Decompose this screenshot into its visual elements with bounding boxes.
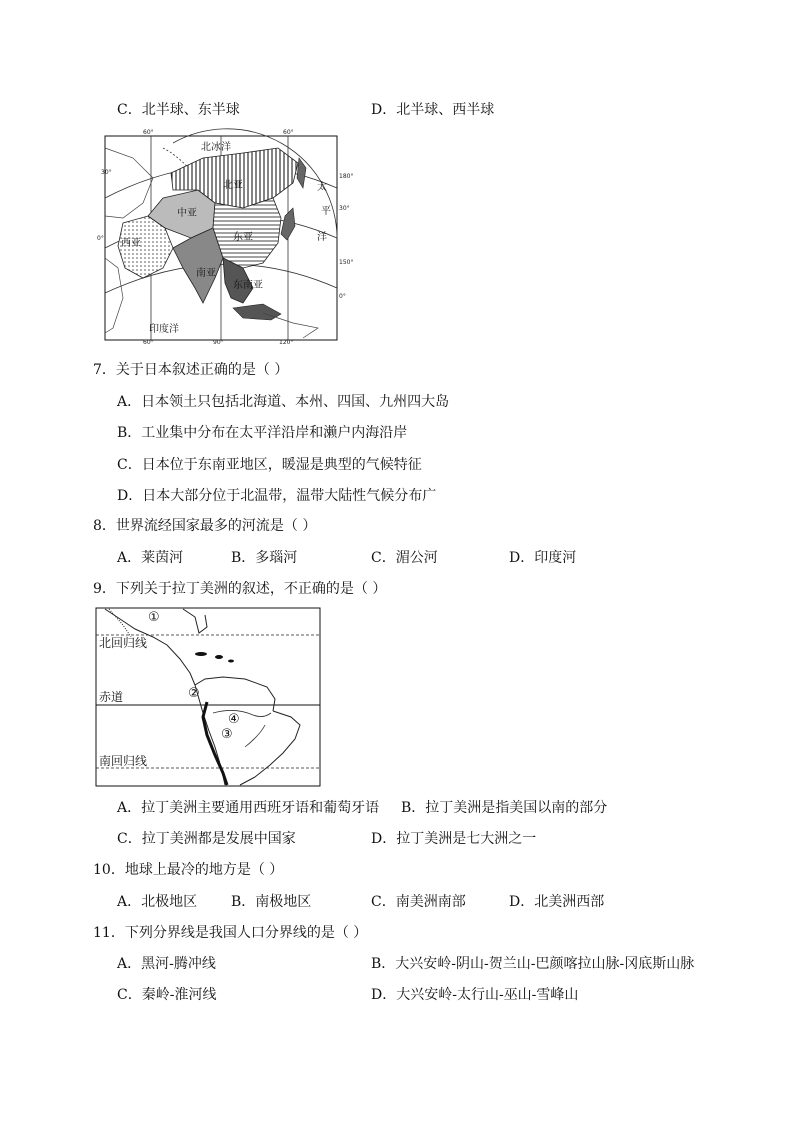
q10-option-a: A．北极地区 <box>117 894 198 910</box>
q10-stem: 10．地球上最冷的地方是（ ） <box>93 862 284 878</box>
q10-option-d: D．北美洲西部 <box>509 894 605 910</box>
tick-bottom-60: 60° <box>143 339 154 346</box>
q6-option-d: D．北半球、西半球 <box>371 102 495 118</box>
tick-bottom-120: 120° <box>279 339 294 346</box>
q10-option-c: C．南美洲南部 <box>371 894 466 910</box>
tick-top-60-left: 60° <box>143 129 154 136</box>
q8-option-d: D．印度河 <box>509 550 577 566</box>
label-arctic-ocean: 北冰洋 <box>201 142 231 153</box>
marker-3: ③ <box>221 727 233 742</box>
q9-option-a: A．拉丁美洲主要通用西班牙语和葡萄牙语 <box>117 800 380 816</box>
marker-4: ④ <box>228 712 240 727</box>
tick-right-180: 180° <box>339 173 354 180</box>
label-indian-ocean: 印度洋 <box>149 324 179 335</box>
q8-option-c: C．湄公河 <box>371 550 438 566</box>
tick-top-60-right: 60° <box>283 129 294 136</box>
q7-stem: 7．关于日本叙述正确的是（ ） <box>93 362 289 378</box>
q6-option-c: C．北半球、东半球 <box>117 102 240 118</box>
q11-option-d: D．大兴安岭-太行山-巫山-雪峰山 <box>371 987 579 1003</box>
q8-option-b: B．多瑙河 <box>231 550 298 566</box>
label-east-asia: 东亚 <box>233 232 253 243</box>
q11-option-a: A．黑河-腾冲线 <box>117 956 216 972</box>
q7-option-c: C．日本位于东南亚地区，暖湿是典型的气候特征 <box>117 457 422 473</box>
label-pacific-2: 平 <box>321 206 331 217</box>
marker-2: ② <box>188 686 200 701</box>
q11-option-c: C．秦岭-淮河线 <box>117 987 217 1003</box>
q7-option-d: D．日本大部分位于北温带，温带大陆性气候分布广 <box>117 488 437 504</box>
q11-option-b: B．大兴安岭-阴山-贺兰山-巴颜喀拉山脉-冈底斯山脉 <box>371 956 695 972</box>
label-equator: 赤道 <box>99 690 124 704</box>
label-central-asia: 中亚 <box>177 208 197 219</box>
q7-option-a: A．日本领土只包括北海道、本州、四国、九州四大岛 <box>117 394 450 410</box>
asia-region-map <box>97 128 365 346</box>
q9-option-d: D．拉丁美洲是七大洲之一 <box>371 831 537 847</box>
label-pacific-3: 洋 <box>317 232 327 243</box>
tick-right-0: 0° <box>339 293 346 300</box>
tick-left-0: 0° <box>97 235 104 242</box>
tick-right-150: 150° <box>339 259 354 266</box>
q8-option-a: A．莱茵河 <box>117 550 184 566</box>
q9-stem: 9．下列关于拉丁美洲的叙述，不正确的是（ ） <box>93 581 387 597</box>
latin-america-map-figure <box>95 607 321 787</box>
label-tropic-cancer: 北回归线 <box>99 636 148 650</box>
q9-option-b: B．拉丁美洲是指美国以南的部分 <box>401 800 608 816</box>
label-west-asia: 西亚 <box>121 238 141 249</box>
q7-option-b: B．工业集中分布在太平洋沿岸和濑户内海沿岸 <box>117 425 408 441</box>
tick-left-30: 30° <box>101 169 112 176</box>
label-southeast-asia: 东南亚 <box>233 280 263 291</box>
label-pacific-1: 太 <box>317 182 327 193</box>
q11-stem: 11．下列分界线是我国人口分界线的是（ ） <box>93 925 368 941</box>
latin-america-map <box>95 607 321 787</box>
q10-option-b: B．南极地区 <box>231 894 312 910</box>
marker-1: ① <box>148 610 160 625</box>
q9-option-c: C．拉丁美洲都是发展中国家 <box>117 831 296 847</box>
label-tropic-capricorn: 南回归线 <box>99 754 148 768</box>
label-south-asia: 南亚 <box>196 268 216 279</box>
q8-stem: 8．世界流经国家最多的河流是（ ） <box>93 518 317 534</box>
tick-bottom-90: 90° <box>213 339 224 346</box>
tick-right-30: 30° <box>339 205 350 212</box>
label-north-asia: 北亚 <box>223 180 243 191</box>
asia-map-figure <box>97 128 365 346</box>
